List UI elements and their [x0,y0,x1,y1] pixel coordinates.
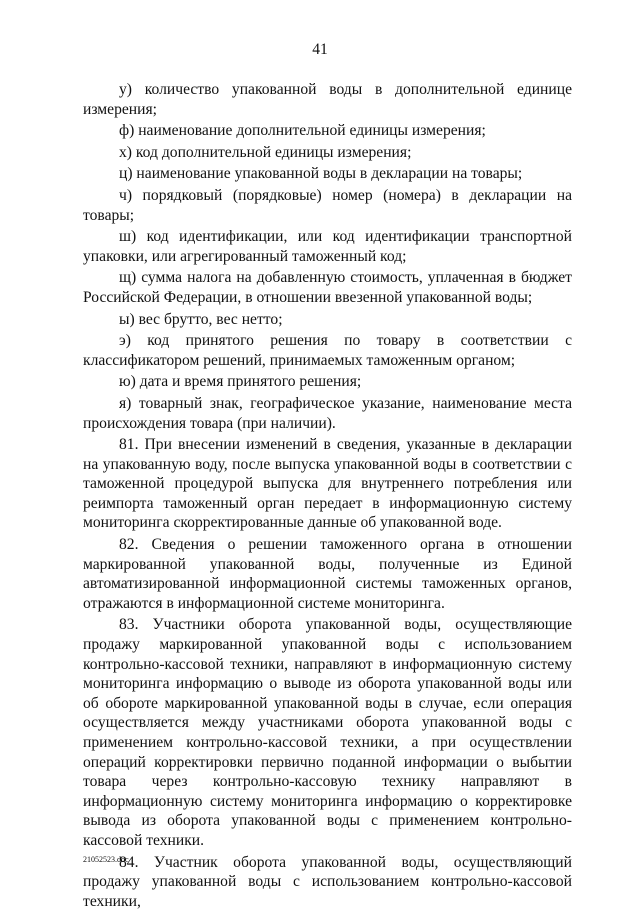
paragraph-83: 83. Участники оборота упакованной воды, осуществляющие продажу маркированной упакованной воды с использованием контрольно-кассовой техники, направляют в информационную систему мониторинга информацию о выводе из оборота упакованной воды или об обороте маркированной упакованной воды в случае, если операция осуществляется между участниками оборота упакованной воды с применением контрольно-кассовой техники, а при осуществлении операций корректировки первично поданной информации о выбытии товара через контрольно-кассовую технику направляют в информационную систему мониторинга информацию о корректировке вывода из оборота упакованной воды с применением контрольно-кассовой техники. [83,616,572,849]
paragraph-item-ts: ц) наименование упакованной воды в декларации на товары; [119,165,523,183]
paragraph-item-sh: ш) код идентификации, или код идентификации транспортной упаковки, или агрегированный таможенный код; [83,228,572,265]
document-footer-filename: 21052523.doc [83,855,129,864]
document-body [83,80,572,911]
paragraph-item-ya: я) товарный знак, географическое указание, наименование места происхождения товара (при наличии). [83,394,572,432]
paragraph-84: 84. Участник оборота упакованной воды, осуществляющий продажу упакованной воды с использованием контрольно-кассовой техники, [83,853,572,910]
paragraph-item-u: у) количество упакованной воды в дополнительной единице измерения; [83,81,572,118]
paragraph-item-e: э) код принятого решения по товару в соответствии с классификатором решений, принимаемых таможенным органом; [83,332,572,369]
paragraph-81: 81. При внесении изменений в сведения, указанные в декларации на упакованную воду, после выпуска упакованной воды в соответствии с таможенной процедурой выпуска для внутреннего потребления или реимпорта таможенный орган передает в информационную систему мониторинга скорректированные данные об упакованной воде. [83,436,572,532]
paragraph-item-yu: ю) дата и время принятого решения; [119,373,362,391]
paragraph-item-f: ф) наименование дополнительной единицы измерения; [119,122,486,140]
page-number: 41 [312,41,328,58]
paragraph-item-y: ы) вес брутто, вес нетто; [119,310,283,328]
paragraph-item-ch: ч) порядковый (порядковые) номер (номера) в декларации на товары; [83,186,572,224]
paragraph-item-shch: щ) сумма налога на добавленную стоимость, уплаченная в бюджет Российской Федерации, в отношении ввезенной упакованной воды; [83,269,572,306]
paragraph-82: 82. Сведения о решении таможенного органа в отношении маркированной упакованной воды, полученные из Единой автоматизированной информационной системы таможенных органов, отражаются в информационной системе мониторинга. [83,536,572,612]
paragraph-item-kh: х) код дополнительной единицы измерения; [119,143,412,161]
